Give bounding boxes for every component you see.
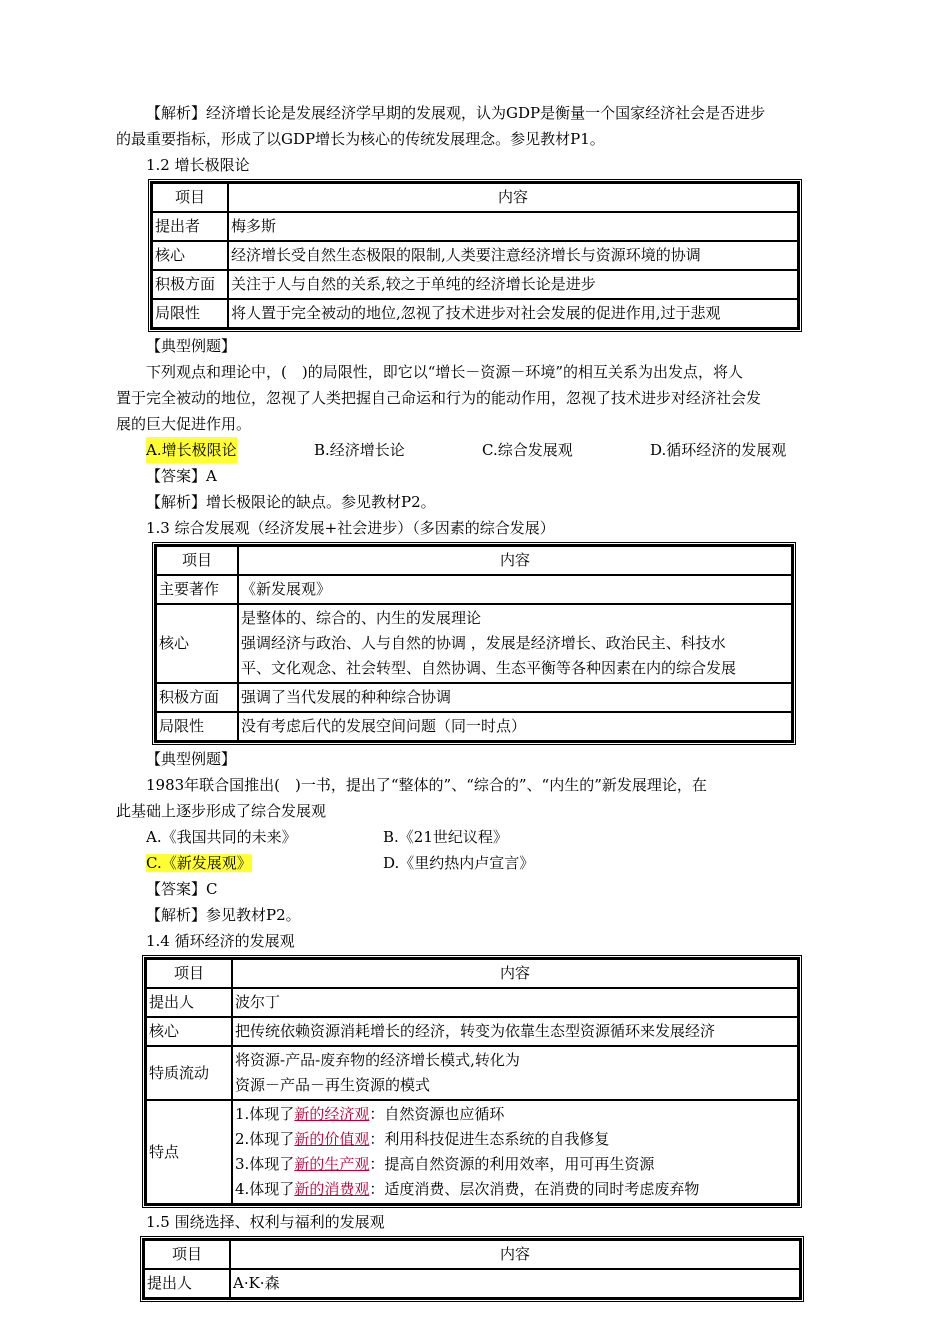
feature-prefix: 2.体现了	[235, 1130, 295, 1148]
row-value: 关注于人与自然的关系,较之于单纯的经济增长论是进步	[228, 270, 798, 299]
answer: 【答案】A	[146, 467, 217, 485]
table-row	[146, 1017, 798, 1046]
question-text: 1983年联合国推出( )一书，提出了“整体的”、“综合的”、“内生的”新发展理论，在	[146, 776, 707, 794]
table-row	[152, 241, 798, 270]
intro-line-2: 的最重要指标，形成了以GDP增长为核心的传统发展理念。参见教材P1。	[116, 130, 605, 148]
option-a-highlight: A.增长极限论	[146, 437, 237, 463]
options-row	[116, 850, 836, 876]
question-text: 展的巨大促进作用。	[116, 415, 252, 433]
example-label: 【典型例题】	[146, 750, 237, 768]
option-c-highlight: C.《新发展观》	[146, 854, 252, 872]
option-c: C.综合发展观	[482, 441, 573, 459]
row-key: 核心	[152, 241, 228, 270]
row-key: 核心	[156, 604, 238, 683]
row-value: 没有考虑后代的发展空间问题（同一时点）	[238, 712, 792, 741]
feature-desc: ：自然资源也应循环	[369, 1105, 505, 1123]
intro-analysis	[116, 100, 836, 126]
intro-line-1: 经济增长论是发展经济学早期的发展观，认为GDP是衡量一个国家经济社会是否进步	[206, 104, 766, 122]
section-heading-1-2: 1.2 增长极限论	[146, 156, 250, 174]
header-content: 内容	[232, 959, 798, 988]
feature-item	[235, 1127, 795, 1152]
row-key: 提出人	[144, 1269, 230, 1298]
feature-prefix: 3.体现了	[235, 1155, 295, 1173]
row-value	[238, 604, 792, 683]
feature-item	[235, 1102, 795, 1127]
question-text: 此基础上逐步形成了综合发展观	[116, 802, 327, 820]
table-comprehensive-development	[154, 544, 794, 743]
answer: 【答案】C	[146, 880, 218, 898]
header-item: 项目	[146, 959, 232, 988]
value-line: 资源－产品－再生资源的模式	[235, 1076, 431, 1094]
table-row	[144, 1269, 800, 1298]
value-line: 将资源-产品-废弃物的经济增长模式,转化为	[235, 1051, 520, 1069]
feature-link[interactable]: 新的消费观	[294, 1180, 370, 1198]
header-item: 项目	[152, 183, 228, 212]
example-label: 【典型例题】	[146, 337, 237, 355]
row-key: 积极方面	[152, 270, 228, 299]
feature-desc: ：利用科技促进生态系统的自我修复	[369, 1130, 610, 1148]
analysis: 【解析】参见教材P2。	[146, 906, 301, 924]
header-content: 内容	[238, 546, 792, 575]
value-line: 平、文化观念、社会转型、自然协调、生态平衡等各种因素在内的综合发展	[241, 659, 737, 677]
row-key: 特质流动	[146, 1046, 232, 1100]
analysis: 【解析】增长极限论的缺点。参见教材P2。	[146, 493, 436, 511]
feature-desc: ：提高自然资源的利用效率，用可再生资源	[369, 1155, 655, 1173]
feature-item	[235, 1177, 795, 1202]
table-row	[146, 1046, 798, 1100]
table-circular-economy	[144, 957, 800, 1206]
row-value: 将人置于完全被动的地位,忽视了技术进步对社会发展的促进作用,过于悲观	[228, 299, 798, 328]
feature-item	[235, 1152, 795, 1177]
table-choice-rights-welfare	[142, 1238, 802, 1300]
table-row	[156, 683, 792, 712]
options-row	[116, 437, 836, 463]
table-row	[152, 212, 798, 241]
row-value	[232, 1046, 798, 1100]
option-b: B.《21世纪议程》	[383, 828, 508, 846]
feature-link[interactable]: 新的价值观	[294, 1130, 370, 1148]
row-value: 波尔丁	[232, 988, 798, 1017]
option-a	[146, 437, 314, 463]
question-text: 下列观点和理论中，( )的局限性，即它以“增长－资源－环境”的相互关系为出发点，将人	[146, 363, 744, 381]
value-line: 强调经济与政治、人与自然的协调 ，发展是经济增长、政治民主、科技水	[241, 634, 726, 652]
row-key: 提出者	[152, 212, 228, 241]
table-row	[156, 604, 792, 683]
row-key: 主要著作	[156, 575, 238, 604]
option-b: B.经济增长论	[314, 441, 405, 459]
feature-prefix: 4.体现了	[235, 1180, 295, 1198]
feature-desc: ：适度消费、层次消费，在消费的同时考虑废弃物	[369, 1180, 700, 1198]
row-value: A·K·森	[230, 1269, 800, 1298]
row-key: 局限性	[156, 712, 238, 741]
question-text: 置于完全被动的地位，忽视了人类把握自己命运和行为的能动作用，忽视了技术进步对经济社会发	[116, 389, 762, 407]
row-key: 局限性	[152, 299, 228, 328]
document-page	[116, 100, 836, 1303]
value-line: 是整体的、综合的、内生的发展理论	[241, 609, 482, 627]
row-value: 梅多斯	[228, 212, 798, 241]
option-d: D.《里约热内卢宣言》	[383, 854, 535, 872]
section-heading-1-4: 1.4 循环经济的发展观	[146, 932, 295, 950]
row-key: 积极方面	[156, 683, 238, 712]
table-row	[156, 712, 792, 741]
row-value: 把传统依赖资源消耗增长的经济，转变为依靠生态型资源循环来发展经济	[232, 1017, 798, 1046]
section-heading-1-5: 1.5 围绕选择、权利与福利的发展观	[146, 1213, 385, 1231]
feature-link[interactable]: 新的生产观	[294, 1155, 370, 1173]
options-row	[116, 824, 836, 850]
row-key: 特点	[146, 1100, 232, 1204]
row-key: 提出人	[146, 988, 232, 1017]
table-header-row	[144, 1240, 800, 1269]
feature-prefix: 1.体现了	[235, 1105, 295, 1123]
table-header-row	[152, 183, 798, 212]
table-growth-limits	[150, 181, 800, 330]
header-item: 项目	[156, 546, 238, 575]
header-content: 内容	[230, 1240, 800, 1269]
analysis-label: 【解析】	[146, 104, 207, 122]
table-header-row	[156, 546, 792, 575]
option-d: D.循环经济的发展观	[650, 441, 787, 459]
option-a: A.《我国共同的未来》	[146, 828, 297, 846]
table-row	[152, 299, 798, 328]
row-key: 核心	[146, 1017, 232, 1046]
table-header-row	[146, 959, 798, 988]
row-value: 经济增长受自然生态极限的限制,人类要注意经济增长与资源环境的协调	[228, 241, 798, 270]
row-value	[232, 1100, 798, 1204]
table-row	[152, 270, 798, 299]
header-item: 项目	[144, 1240, 230, 1269]
section-heading-1-3: 1.3 综合发展观（经济发展+社会进步）（多因素的综合发展）	[146, 519, 555, 537]
row-value: 《新发展观》	[238, 575, 792, 604]
feature-link[interactable]: 新的经济观	[294, 1105, 370, 1123]
table-row	[146, 1100, 798, 1204]
table-row	[146, 988, 798, 1017]
row-value: 强调了当代发展的种种综合协调	[238, 683, 792, 712]
option-c	[146, 850, 383, 876]
header-content: 内容	[228, 183, 798, 212]
table-row	[156, 575, 792, 604]
